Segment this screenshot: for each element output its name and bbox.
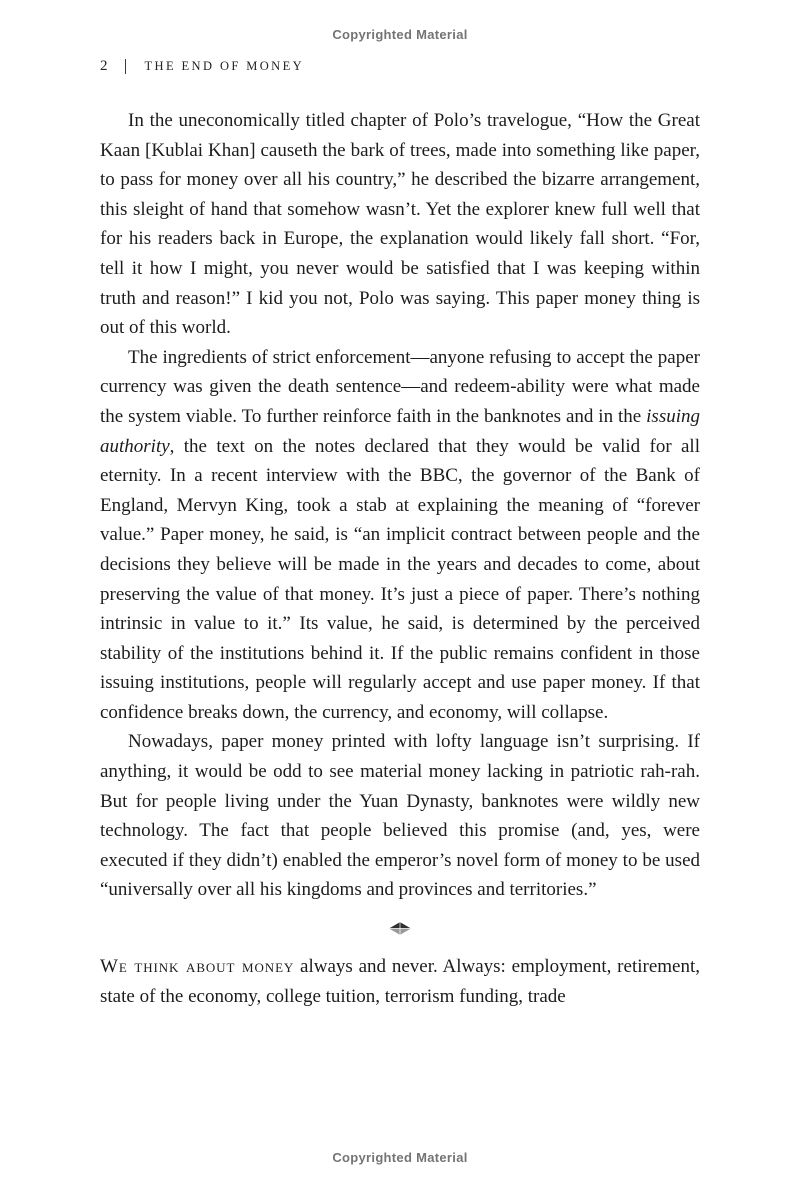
paragraph-text: always and never. Always: employment, retirement, state of the economy, college tuition, terrorism funding, trade bbox=[100, 956, 701, 1007]
paragraph-text: Nowadays, paper money printed with lofty language isn’t surprising. If anything, it would be odd to see material money lacking in patriotic rah-rah. But for people living under the Yuan Dynasty, banknotes were wildly new technology. The fact that people believed this promise (and, yes, were executed if they didn’t) enabled the emperor’s novel form of money to be used “universally over all his kingdoms and provinces and territories.” bbox=[100, 731, 700, 901]
paragraph bbox=[100, 952, 700, 1011]
paragraph-text-italic: issuing authority bbox=[100, 405, 700, 457]
paragraph-text: The ingredients of strict enforcement—anyone refusing to accept the paper currency was given the death sentence—and redeem-ability were what made the system viable. To further reinforce faith in the banknotes and in the bbox=[100, 346, 700, 427]
paragraph bbox=[100, 343, 700, 728]
page-number: 2 bbox=[100, 58, 108, 74]
paragraph bbox=[100, 106, 700, 343]
paragraph-text: , the text on the notes declared that they would be valid for all eternity. In a recent interview with the BBC, the governor of the Bank of England, Mervyn King, took a stab at explaining the meaning of “forever value.” Paper money, he said, is “an implicit contract between people and the decisions they believe will be made in the years and decades to come, about preserving the value of that money. It’s just a piece of paper. There’s nothing intrinsic in value to it.” Its value, he said, is determined by the perceived stability of the institutions behind it. If the public remains confident in those issuing institutions, people will regularly accept and use paper money. If that confidence breaks down, the currency, and economy, will collapse. bbox=[100, 435, 700, 723]
diamond-ornament-icon bbox=[389, 922, 411, 939]
paragraph-text: In the uneconomically titled chapter of Polo’s travelogue, “How the Great Kaan [Kublai Khan] causeth the bark of trees, made into something like paper, to pass for money over all his country,” he described the bizarre arrangement, this sleight of hand that somehow wasn’t. Yet the explorer knew full well that for his readers back in Europe, the explanation would likely fall short. “For, tell it how I might, you never would be satisfied that I was keeping within truth and reason!” I kid you not, Polo was saying. This paper money thing is out of this world. bbox=[100, 110, 700, 339]
copyright-notice-top: Copyrighted Material bbox=[332, 27, 468, 42]
paragraph-lead-smallcaps: We think about money bbox=[100, 956, 295, 978]
section-break-ornament bbox=[100, 922, 700, 935]
book-title: THE END OF MONEY bbox=[144, 59, 305, 73]
page-body bbox=[100, 106, 700, 1011]
running-header bbox=[100, 58, 700, 75]
paragraph bbox=[100, 727, 700, 905]
copyright-notice-bottom: Copyrighted Material bbox=[332, 1150, 468, 1165]
header-divider bbox=[125, 59, 126, 74]
